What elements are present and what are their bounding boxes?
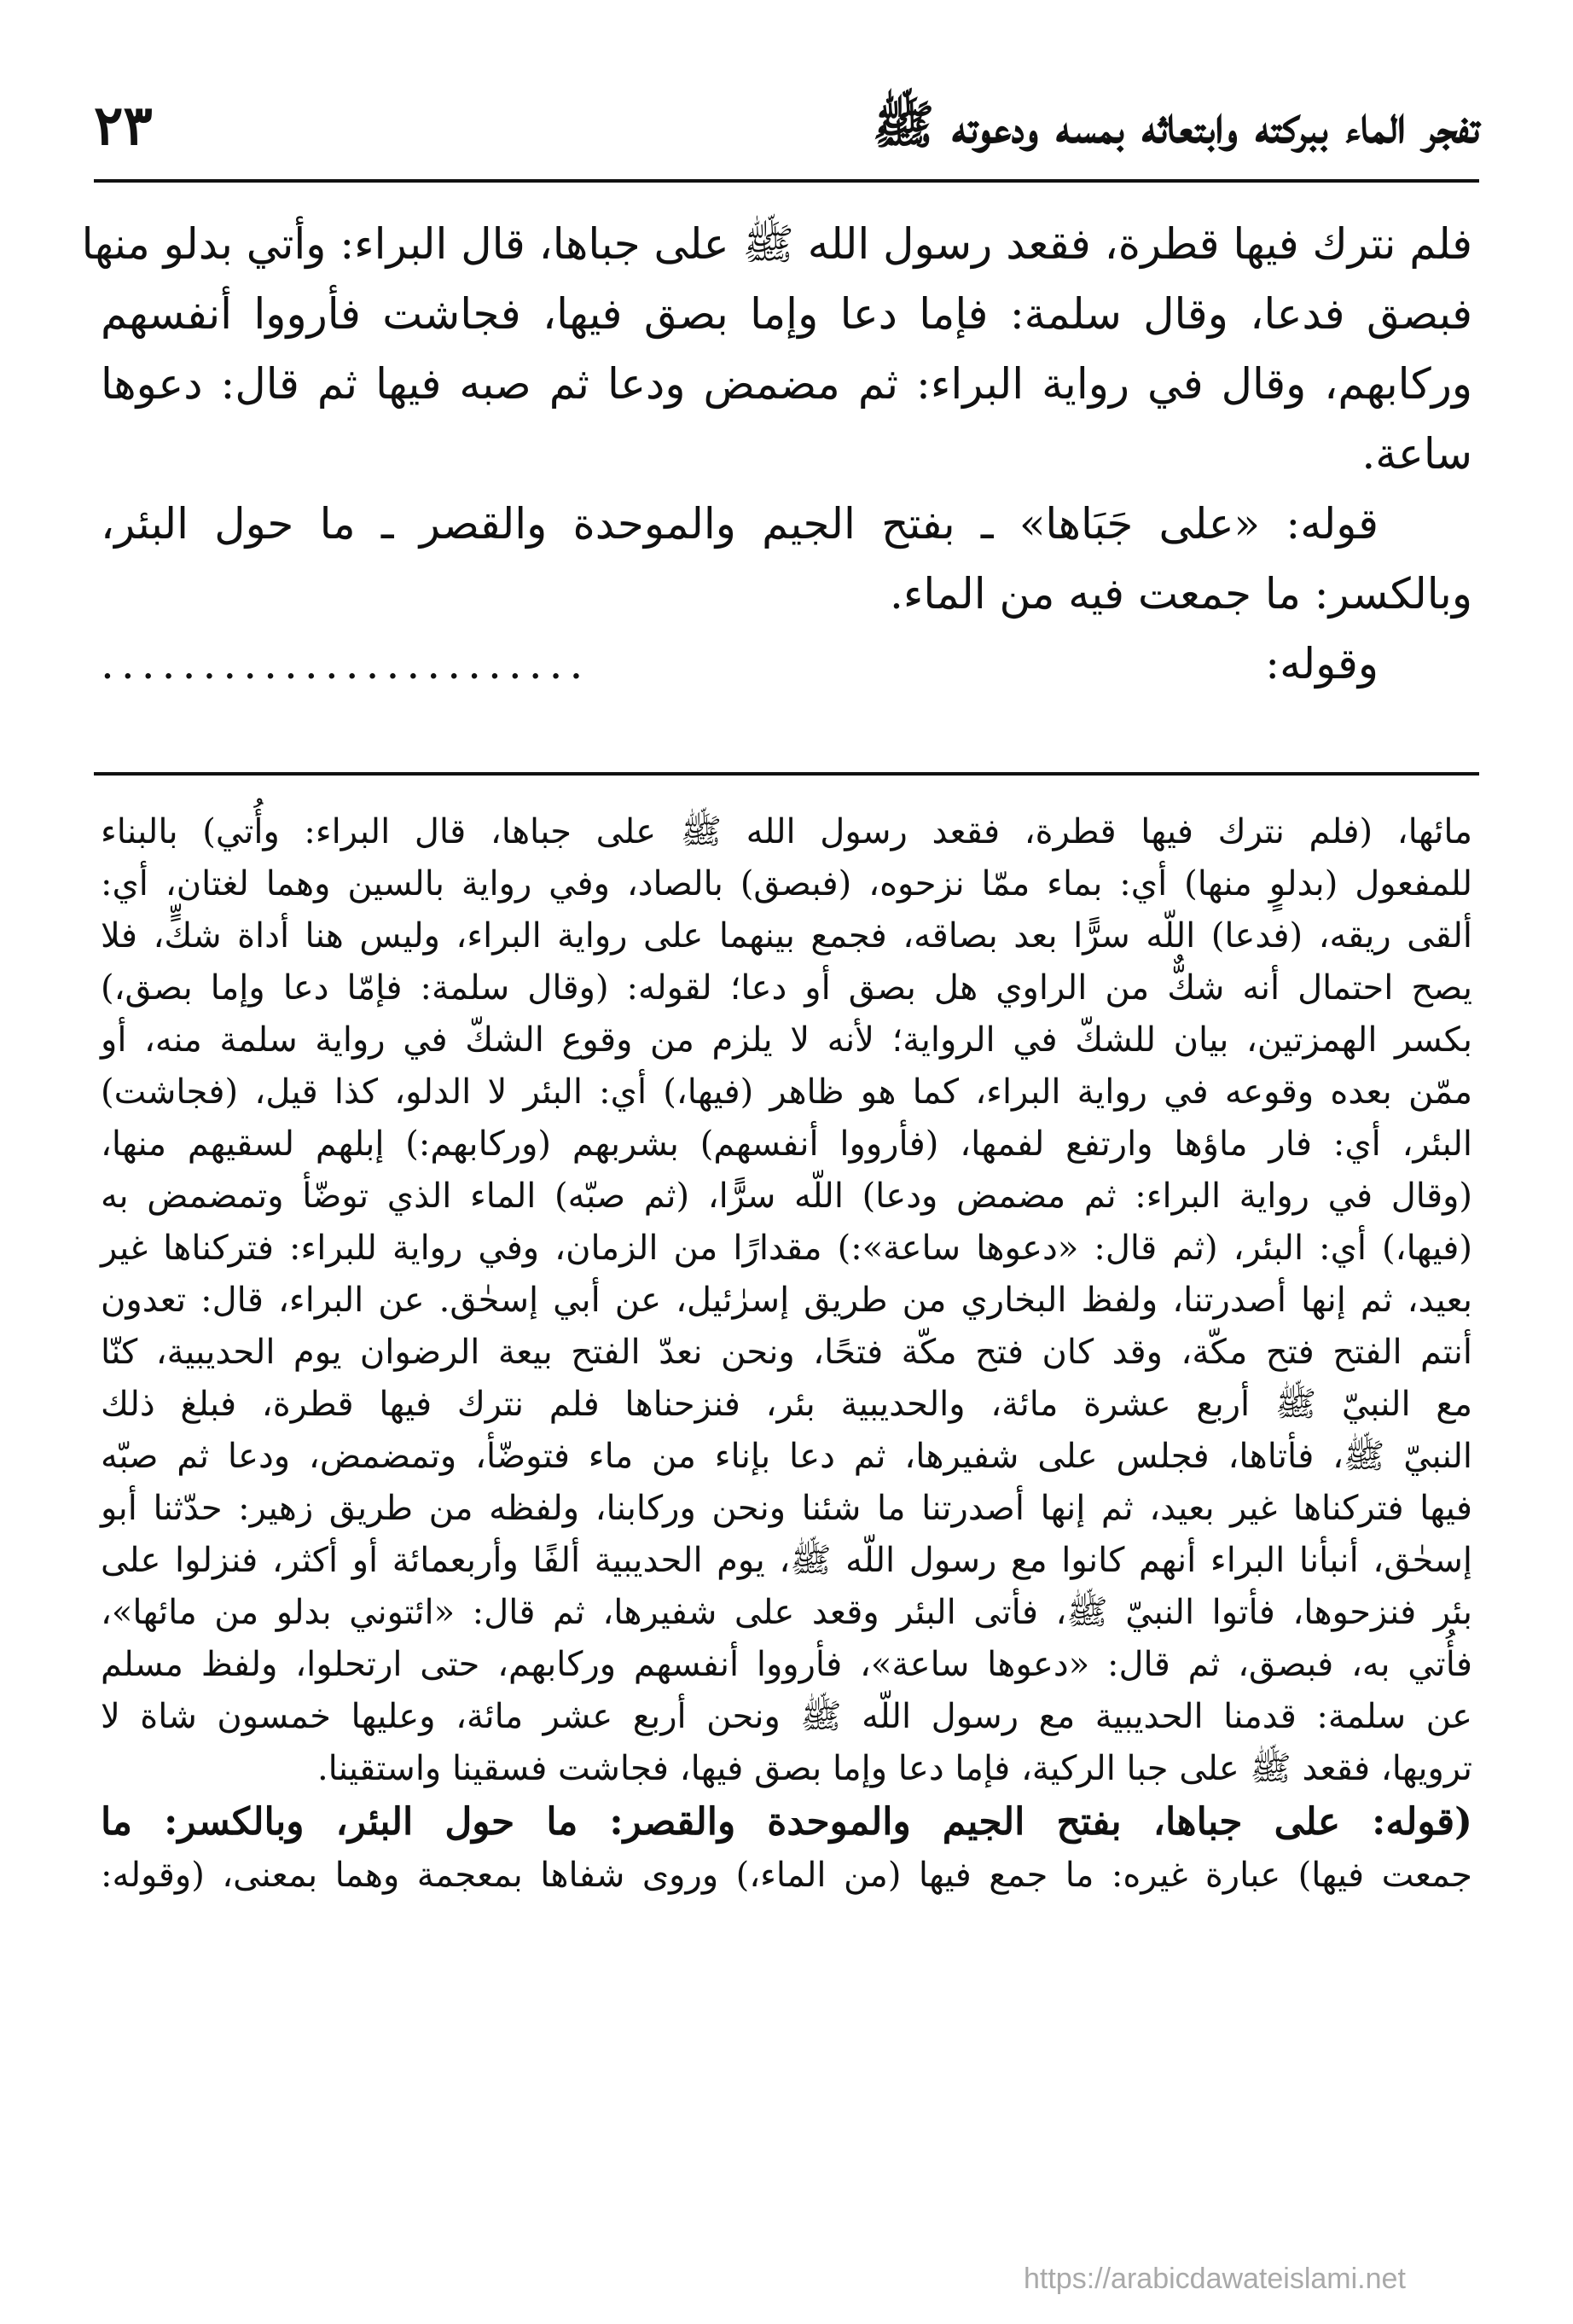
page-header (94, 85, 1479, 179)
commentary-line: (فيها،) أي: البئر، (ثم قال: «دعوها ساعة»:) مقدارًا من الزمان، وفي رواية للبراء: فتركناها غير (101, 1229, 1472, 1268)
watermark-url: https://arabicdawateislami.net (1024, 2263, 1406, 2295)
commentary-line: ألقى ريقه، (فدعا) اللّه سرًّا بعد بصاقه، فجمع بينهما على رواية البراء، وليس هنا أداة شكٍّ، فلا (101, 916, 1472, 956)
commentary-line: مائها، (فلم نترك فيها قطرة، فقعد رسول الله ﷺ على جباها، قال البراء: وأُتي) بالبناء (101, 812, 1472, 851)
commentary-line: عن سلمة: قدمنا الحديبية مع رسول اللّه ﷺ ونحن أربع عشر مائة، وعليها خمسون شاة لا (101, 1697, 1472, 1736)
main-text-line: فلم نترك فيها قطرة، فقعد رسول الله ﷺ على جباها، قال البراء: وأتي بدلو منها (81, 219, 1472, 269)
commentary-gloss-line: جمعت فيها) عبارة غيره: ما جمع فيها (من الماء،) وروى شفاها بمعجمة وهما بمعنى، (وقوله: (101, 1856, 1472, 1895)
commentary-gloss-line: (قوله: على جباها، بفتح الجيم والموحدة والقصر: ما حول البئر، وبالكسر: ما (101, 1800, 1472, 1844)
commentary-line: ممّن بعده وقوعه في رواية البراء، كما هو ظاهر (فيها،) أي: البئر لا الدلو، كذا قيل، (فجاشت) (101, 1072, 1472, 1112)
gloss-line: قوله: «على جَبَاها» ـ بفتح الجيم والموحدة والقصر ـ ما حول البئر، (101, 499, 1379, 549)
commentary-line: يصح احتمال أنه شكٌّ من الراوي هل بصق أو دعا؛ لقوله: (وقال سلمة: فإمّا دعا وإما بصق،) (101, 968, 1472, 1008)
commentary-line: أنتم الفتح فتح مكّة، وقد كان فتح مكّة فتحًا، ونحن نعدّ الفتح بيعة الرضوان يوم الحديبية، كنّا (101, 1333, 1472, 1372)
commentary-line: النبيّ ﷺ، فأتاها، فجلس على شفيرها، ثم دعا بإناء من ماء فتوضّأ، وتمضمض، ودعا ثم صبّه (101, 1437, 1472, 1476)
commentary-line: بئر فنزحوها، فأتوا النبيّ ﷺ، فأتى البئر وقعد على شفيرها، ثم قال: «ائتوني بدلو من مائها»، (101, 1593, 1472, 1632)
main-text-line: فبصق فدعا، وقال سلمة: فإما دعا وإما بصق فيها، فجاشت فأرووا أنفسهم (101, 289, 1472, 339)
commentary-line: إسحٰق، أنبأنا البراء أنهم كانوا مع رسول اللّه ﷺ، يوم الحديبية ألفًا وأربعمائة أو أكثر، فنزلوا على (101, 1541, 1472, 1580)
gloss-line: وبالكسر: ما جمعت فيه من الماء. (889, 569, 1472, 619)
commentary-line: البئر، أي: فار ماؤها وارتفع لفمها، (فأرووا أنفسهم) بشربهم (وركابهم:) إبلهم لسقيهم منها، (101, 1124, 1472, 1164)
continuation-line (101, 629, 1472, 699)
commentary-line: بعيد، ثم إنها أصدرتنا، ولفظ البخاري من طريق إسرٰئيل، عن أبي إسحٰق. عن البراء، قال: تعدون (101, 1281, 1472, 1320)
continuation-label: وقوله: (1265, 639, 1379, 688)
commentary-block (101, 806, 1472, 1902)
commentary-line: للمفعول (بدلوٍ منها) أي: بماء ممّا نزحوه، (فبصق) بالصاد، وفي رواية بالسين وهما لغتان، أي: (101, 864, 1473, 903)
main-text-block (81, 209, 1472, 699)
commentary-line: مع النبيّ ﷺ أربع عشرة مائة، والحديبية بئر، فنزحناها فلم نترك فيها قطرة، فبلغ ذلك (101, 1385, 1472, 1424)
commentary-line: فيها فتركناها غير بعيد، ثم إنها أصدرتنا ما شئنا ونحن وركابنا، ولفظه من طريق زهير: حدّثنا أبو (101, 1489, 1472, 1528)
main-text-line: ساعة. (1361, 429, 1472, 479)
commentary-line: ترويها، فقعد ﷺ على جبا الركية، فإما دعا وإما بصق فيها، فجاشت فسقينا واستقينا. (316, 1749, 1472, 1788)
commentary-line: (وقال في رواية البراء: ثم مضمض ودعا) اللّه سرًّا، (ثم صبّه) الماء الذي توضّأ وتمضمض به (101, 1177, 1472, 1216)
main-text-line: وركابهم، وقال في رواية البراء: ثم مضمض ودعا ثم صبه فيها ثم قال: دعوها (101, 359, 1472, 409)
running-title: تفجر الماء ببركته وابتعاثه بمسه ودعوته ﷺ (872, 96, 1479, 155)
commentary-divider (94, 772, 1479, 776)
continuation-dots: ........................ (101, 639, 590, 688)
commentary-line: فأُتي به، فبصق، ثم قال: «دعوها ساعة»، فأرووا أنفسهم وركابهم، حتى ارتحلوا، ولفظ مسلم (101, 1645, 1472, 1684)
commentary-line: بكسر الهمزتين، بيان للشكّ في الرواية؛ لأنه لا يلزم من وقوع الشكّ في رواية سلمة منه، أو (101, 1020, 1472, 1060)
page-number: ٢٣ (94, 94, 153, 158)
header-divider (94, 179, 1479, 183)
